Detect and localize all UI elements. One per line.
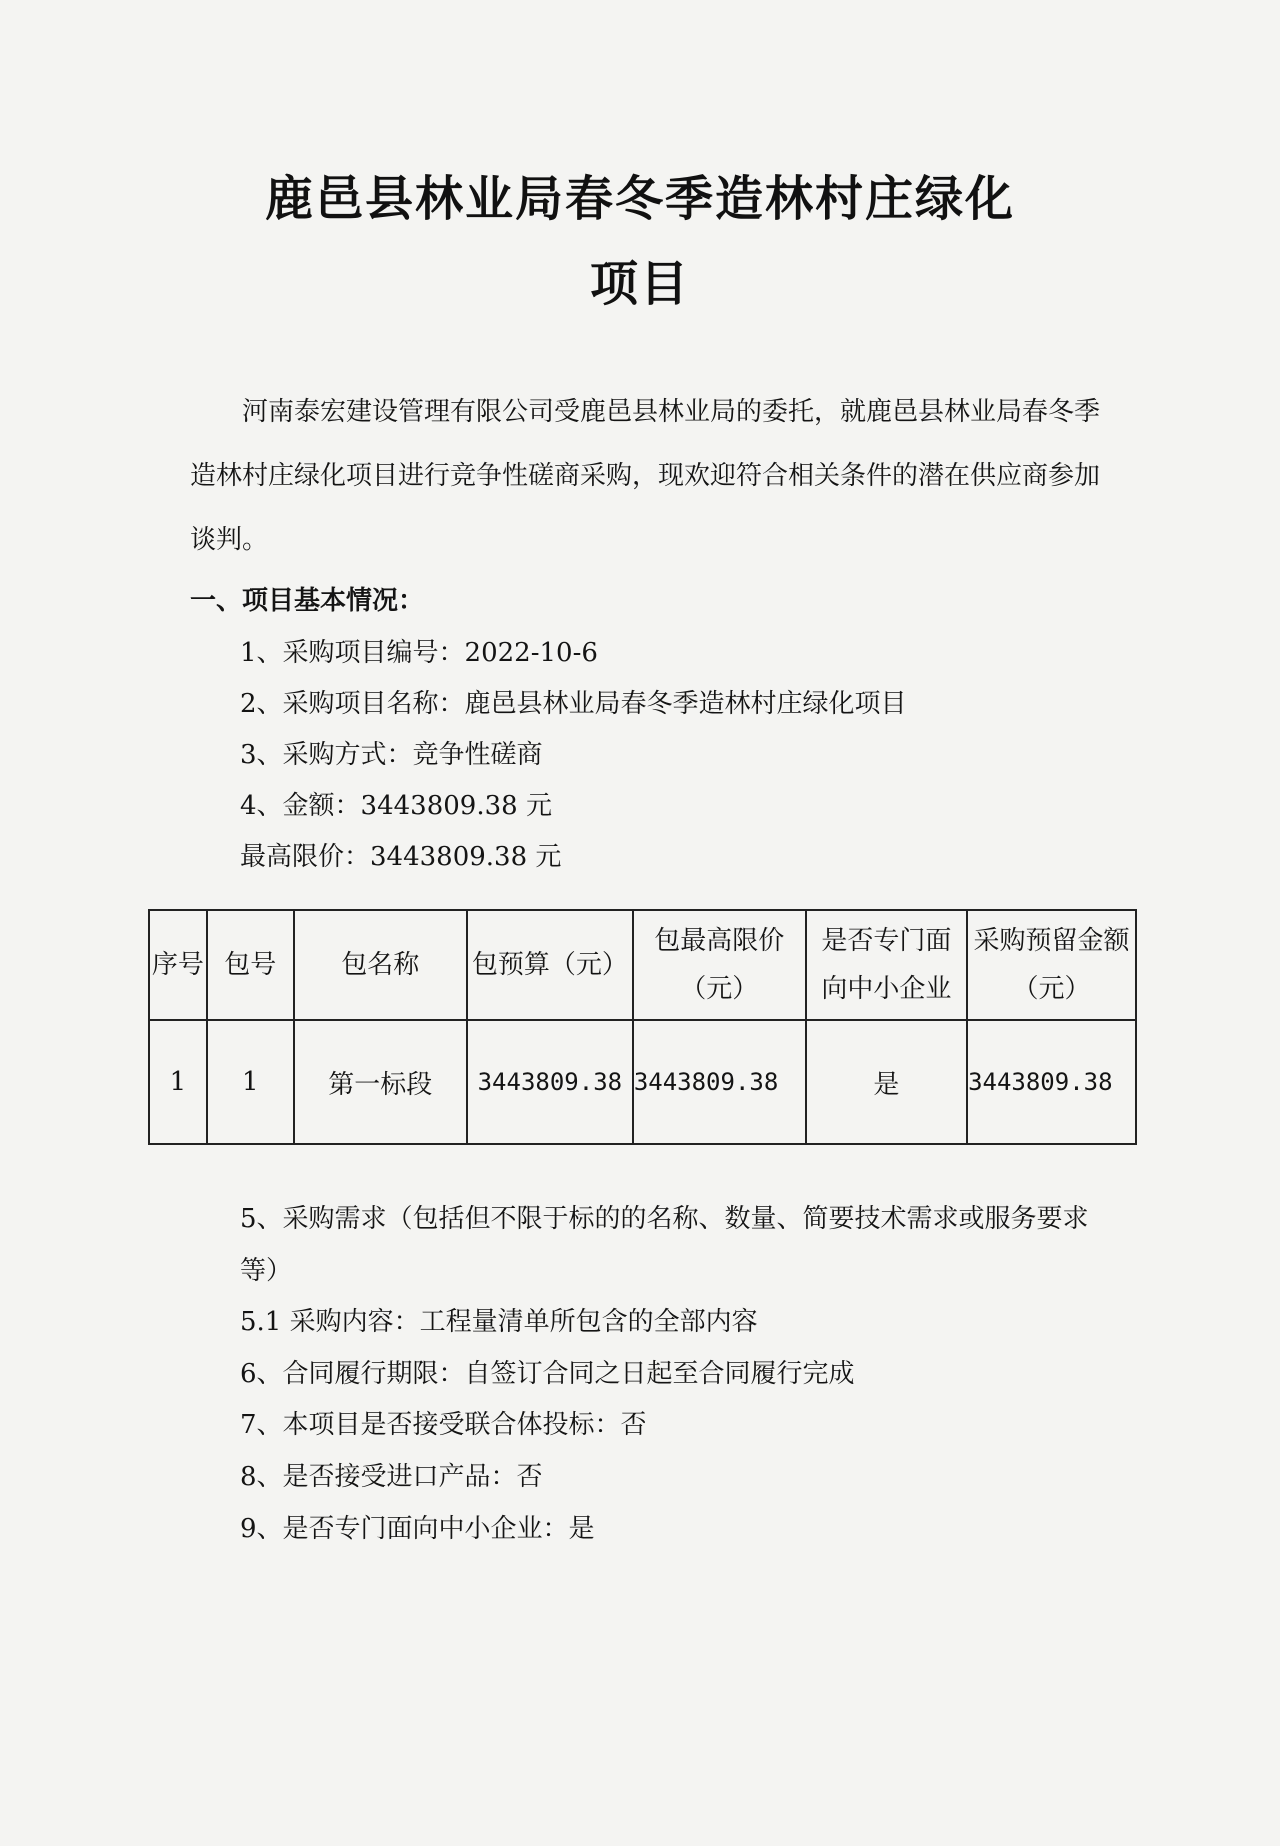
header-budget: 包预算（元） (467, 910, 633, 1020)
item-procurement-method: 3、采购方式：竞争性磋商 (240, 740, 543, 770)
item-contract-period: 6、合同履行期限：自签订合同之日起至合同履行完成 (240, 1359, 855, 1389)
item-requirements-cont: 等） (240, 1256, 293, 1286)
item-imports: 8、是否接受进口产品：否 (240, 1462, 543, 1492)
item-project-name: 2、采购项目名称：鹿邑县林业局春冬季造林村庄绿化项目 (240, 689, 907, 719)
table-row (149, 1020, 1136, 1144)
item-sme: 9、是否专门面向中小企业：是 (240, 1514, 595, 1544)
cell-seq: 1 (149, 1020, 207, 1144)
package-table (148, 909, 1137, 1145)
cell-budget: 3443809.38 (467, 1020, 633, 1144)
header-max-price: 包最高限价 （元） (633, 910, 806, 1020)
header-package-name: 包名称 (294, 910, 467, 1020)
item-requirements: 5、采购需求（包括但不限于标的的名称、数量、简要技术需求或服务要求 (240, 1204, 1089, 1234)
item-amount: 4、金额：3443809.38 元 (240, 791, 552, 821)
item-consortium: 7、本项目是否接受联合体投标：否 (240, 1410, 647, 1440)
cell-reserved-amount: 3443809.38 (967, 1020, 1136, 1144)
item-max-price: 最高限价：3443809.38 元 (240, 842, 562, 872)
item-content: 5.1 采购内容：工程量清单所包含的全部内容 (240, 1307, 758, 1337)
document-title-line1: 鹿邑县林业局春冬季造林村庄绿化 (264, 171, 1015, 227)
header-reserved-amount: 采购预留金额 （元） (967, 910, 1136, 1020)
intro-text: 河南泰宏建设管理有限公司受鹿邑县林业局的委托，就鹿邑县林业局春冬季造林村庄绿化项目进行竞争性磋商采购，现欢迎符合相关条件的潜在供应商参加谈判。 (190, 397, 1101, 555)
section-heading: 一、项目基本情况： (190, 586, 425, 616)
intro-paragraph (190, 380, 1110, 572)
header-seq: 序号 (149, 910, 207, 1020)
document-title-line2: 项目 (589, 256, 690, 312)
cell-package-name: 第一标段 (294, 1020, 467, 1144)
cell-max-price: 3443809.38 (633, 1020, 806, 1144)
header-sme: 是否专门面 向中小企业 (806, 910, 967, 1020)
cell-package-no: 1 (207, 1020, 294, 1144)
table-header-row (149, 910, 1136, 1020)
cell-sme: 是 (806, 1020, 967, 1144)
item-project-number: 1、采购项目编号：2022-10-6 (240, 638, 598, 668)
header-package-no: 包号 (207, 910, 294, 1020)
